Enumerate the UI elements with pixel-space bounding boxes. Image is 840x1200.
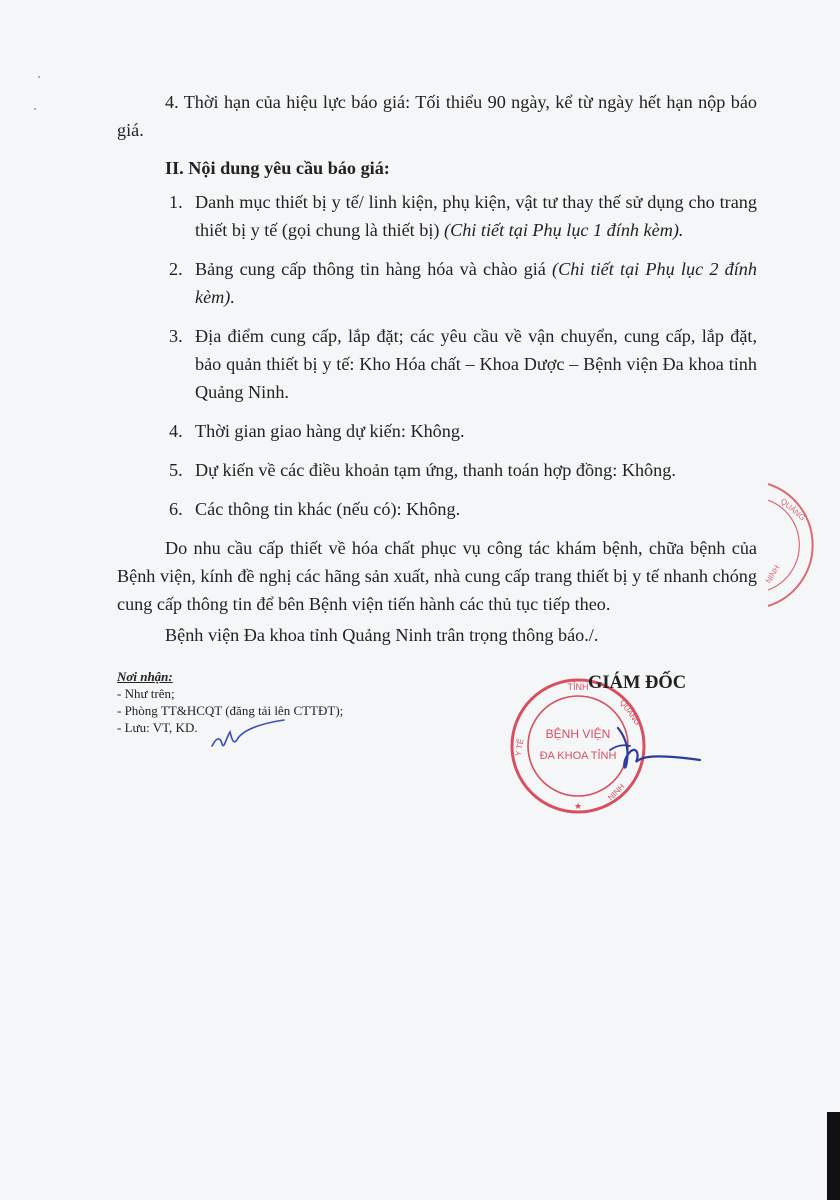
director-title: GIÁM ĐỐC xyxy=(588,673,687,693)
requirements-list xyxy=(117,188,757,523)
document-body xyxy=(117,88,757,649)
list-text: Các thông tin khác (nếu có): Không. xyxy=(195,499,461,519)
list-number: 5. xyxy=(169,460,183,480)
list-text: Địa điểm cung cấp, lắp đặt; các yêu cầu về vận chuyển, cung cấp, lắp đặt, bảo quản thiết bị y tế: Kho Hóa chất – Khoa Dược – Bệnh viện Đa khoa tỉnh Quảng Ninh. xyxy=(195,326,757,402)
director-signature xyxy=(596,720,706,780)
list-text: Thời gian giao hàng dự kiến: Không. xyxy=(195,421,465,441)
initial-signature xyxy=(208,718,288,754)
seal-top-text: TỈNH xyxy=(567,682,589,692)
scanner-edge-mark xyxy=(827,1112,840,1200)
list-number: 2. xyxy=(169,259,183,279)
validity-paragraph: 4. Thời hạn của hiệu lực báo giá: Tối thiểu 90 ngày, kể từ ngày hết hạn nộp báo giá. xyxy=(117,92,757,140)
seam-seal-text: QUẢNG xyxy=(778,496,807,523)
seam-seal-text: NINH xyxy=(763,563,782,585)
list-number: 6. xyxy=(169,499,183,519)
recipient-line: - Như trên; xyxy=(117,686,175,701)
list-text: Dự kiến về các điều khoản tạm ứng, thanh toán hợp đồng: Không. xyxy=(195,460,676,480)
closing-notice: Bệnh viện Đa khoa tỉnh Quảng Ninh trân trọng thông báo./. xyxy=(165,625,599,645)
list-item xyxy=(117,188,757,244)
recipients-title: Nơi nhận: xyxy=(117,669,173,684)
scan-speck xyxy=(34,108,36,110)
list-number: 4. xyxy=(169,421,183,441)
seal-star-icon: ★ xyxy=(573,801,583,811)
list-number: 3. xyxy=(169,326,183,346)
seal-right-text: QUẢNG xyxy=(617,697,643,728)
list-text: Danh mục thiết bị y tế/ linh kiện, phụ kiện, vật tư thay thế sử dụng cho trang thiết bị y tế (gọi chung là thiết bị) xyxy=(195,192,757,240)
page-seam-seal xyxy=(740,480,840,610)
list-item xyxy=(117,456,757,484)
recipient-line: - Phòng TT&HCQT (đăng tải lên CTTĐT); xyxy=(117,703,344,718)
list-number: 1. xyxy=(169,192,183,212)
scan-speck xyxy=(38,76,40,78)
seal-left-text: Y TẾ xyxy=(513,738,526,757)
list-item xyxy=(117,255,757,311)
seal-bottom-text: NINH xyxy=(606,782,627,803)
section-heading: II. Nội dung yêu cầu báo giá: xyxy=(165,158,390,178)
recipient-line: - Lưu: VT, KD. xyxy=(117,720,198,735)
closing-paragraph: Do nhu cầu cấp thiết về hóa chất phục vụ công tác khám bệnh, chữa bệnh của Bệnh viện, kính đề nghị các hãng sản xuất, nhà cung cấp trang thiết bị y tế nhanh chóng cung cấp thông tin để bên Bệnh viện tiến hành các thủ tục tiếp theo. xyxy=(117,538,757,614)
seal-line2: ĐA KHOA TỈNH xyxy=(539,750,617,762)
list-item xyxy=(117,417,757,445)
list-note: (Chi tiết tại Phụ lục 2 đính kèm). xyxy=(195,259,757,307)
list-note: (Chi tiết tại Phụ lục 1 đính kèm). xyxy=(444,220,684,240)
list-text: Bảng cung cấp thông tin hàng hóa và chào giá xyxy=(195,259,553,279)
list-item xyxy=(117,322,757,406)
seal-line1: BỆNH VIỆN xyxy=(545,727,611,741)
list-item xyxy=(117,495,757,523)
